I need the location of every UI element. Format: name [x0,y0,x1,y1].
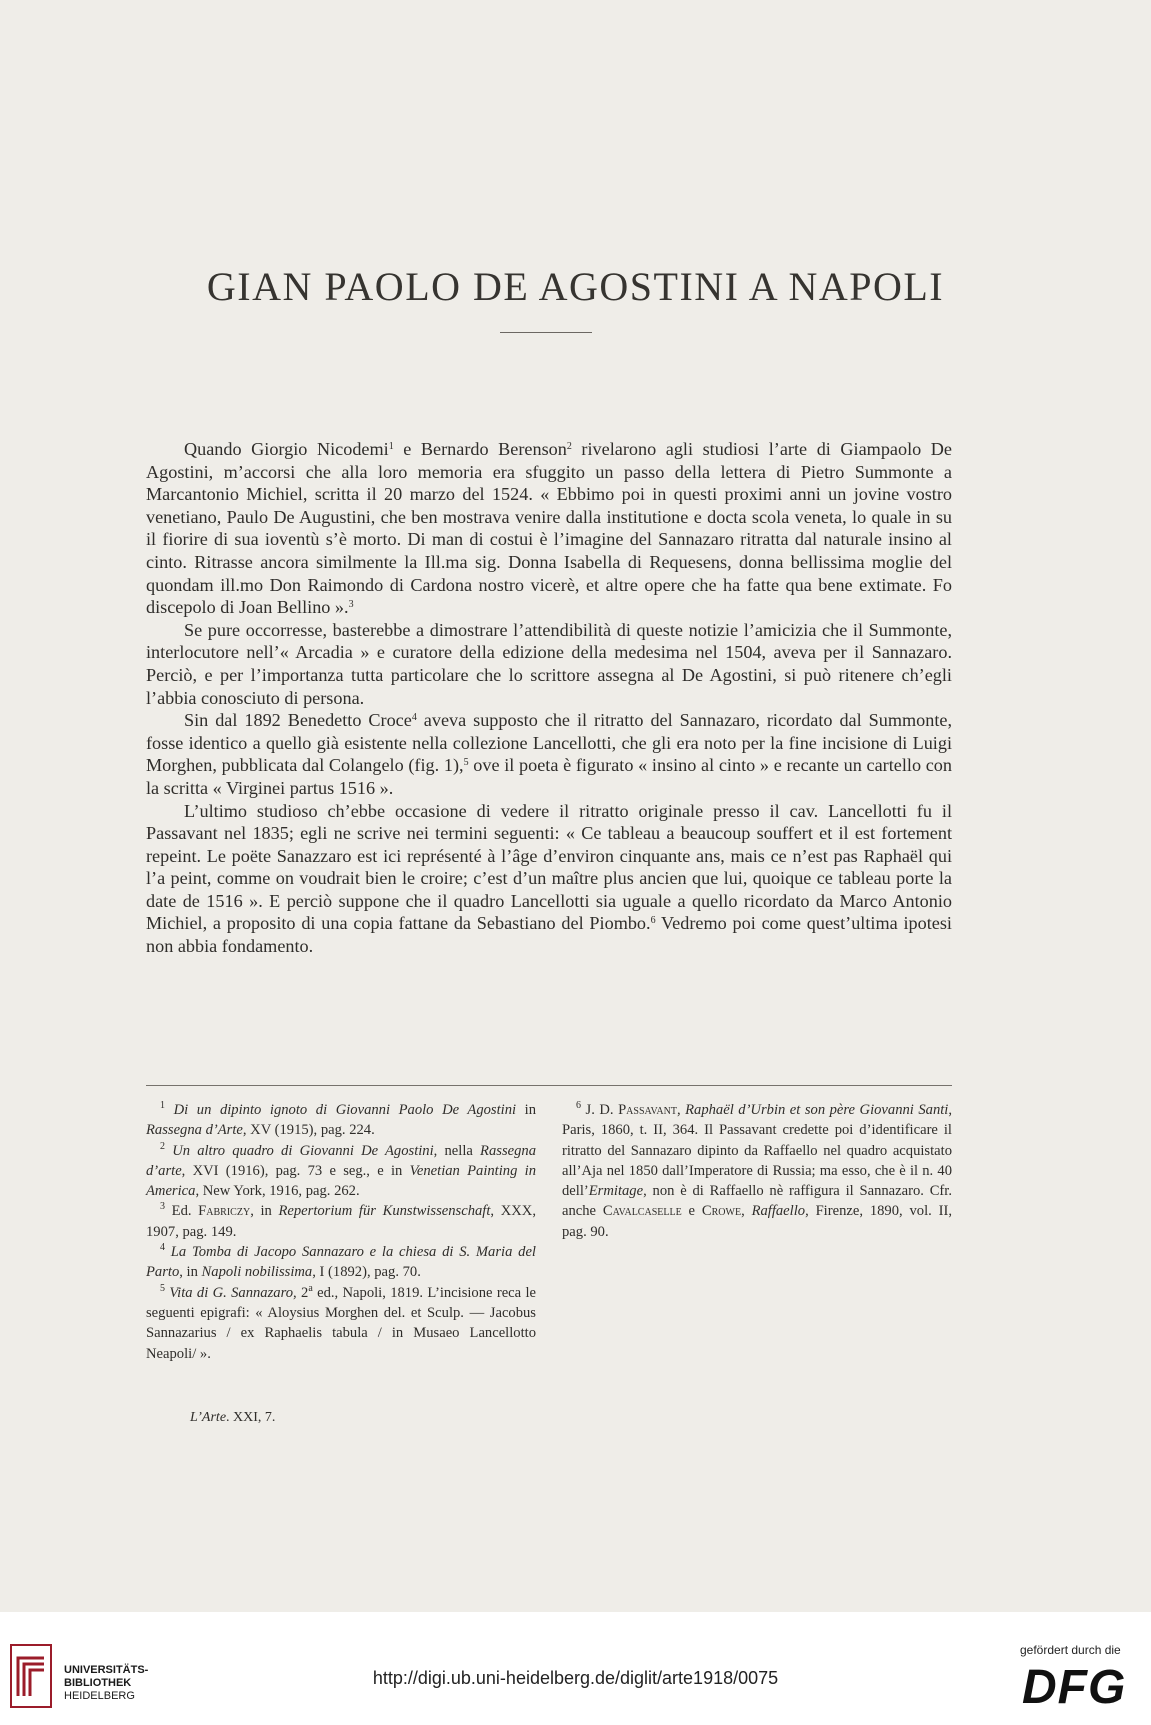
footnote-1: $^1$ Di un dipinto ignoto di Giovanni Paolo De Agostini in Rassegna d’Arte, XV (1915), pag. 224. [146,1100,537,1139]
permalink-url[interactable]: http://digi.ub.uni-heidelberg.de/diglit/arte1918/0075 [372,1668,779,1688]
footnote-2: $^2$ Un altro quadro di Giovanni De Agostini, nella Rassegna d’arte, XVI (1916), pag. 73 e seg., e in Venetian Painting in America, New York, 1916, pag. 262. [146,1140,536,1200]
viewer-footer [0,1612,1151,1725]
footnotes-column-right [562,1100,952,1364]
university-library-name: UNIVERSITÄTS- BIBLIOTHEK HEIDELBERG [64,1664,149,1702]
footnotes [146,1100,952,1364]
paragraph-4: L’ultimo studioso ch’ebbe occasione di vedere il ritratto originale presso il cav. Lancellotti fu il Passavant nel 1835; egli ne scrive nei termini seguenti: « Ce tableau a beaucoup souffert et il est fortement repeint. Le poëte Sanazzaro est ici représenté à l’âge d’environ cinquante ans, mais ce n’est pas Raphaël qui l’a peint, comme on voudrait bien le croire; c’est d’un maître plus ancien que lui, quoique ce tableau porte la date de 1516 ». E perciò suppone che il quadro Lancellotti sia uguale a quello ricordato da Marco Antonio Michiel, a proposito di una copia fattane da Sebastiano del Piombo.$^6$ Vedremo poi come quest’ultima ipotesi non abbia fondamento. [146,800,952,957]
article-body [146,438,952,958]
footnote-ref[interactable]: 1 [388,441,394,452]
footnotes-rule [146,1085,952,1086]
paragraph-2: Se pure occorresse, basterebbe a dimostrare l’attendibilità di queste notizie l’amicizia che il Summonte, interlocutore nell’« Arcadia » e curatore della edizione della medesima nel 1504, aveva per il Sannazaro. Perciò, e per l’importanza tutta particolare che lo scrittore assegna al De Agostini, si può ritenere ch’egli l’abbia conosciuto di persona. [146,619,952,708]
article-title: GIAN PAOLO DE AGOSTINI A NAPOLI [206,264,945,309]
footnote-ref[interactable]: 6 [650,915,656,927]
footnote-4: $^4$ La Tomba di Jacopo Sannazaro e la chiesa di S. Maria del Parto, in Napoli nobilissima, I (1892), pag. 70. [146,1242,536,1281]
footnote-ref[interactable]: 3 [348,599,354,611]
paragraph-3: Sin dal 1892 Benedetto Croce$^4$ aveva supposto che il ritratto del Sannazaro, ricordato dal Summonte, fosse identico a quello già esistente nella collezione Lancellotti, che gli era noto per la fine incisione di Luigi Morghen, pubblicata dal Colangelo (fig. 1),$^5$ ove il poeta è figurato « insino al cinto » e recante un cartello con la scritta « Virginei partus 1516 ». [146,710,952,798]
footnote-3: $^3$ Ed. Fabriczy, in Repertorium für Kunstwissenschaft, XXX, 1907, pag. 149. [146,1201,536,1240]
footnote-ref[interactable]: 4 [411,712,417,724]
footnote-6: $^6$ J. D. Passavant, Raphaël d’Urbin et son père Giovanni Santi, Paris, 1860, t. II, 364. Il Passavant credette poi d’identificare il ritratto del Sannazaro dipinto da Raffaello nel quadro acquistato all’Aja nel 1850 dall’Imperatore di Russia; ma esso, che è il n. 40 dell’Ermitage, non è di Raffaello nè raffigura il Sannazaro. Cfr. anche Cavalcaselle e Crowe, Raffaello, Firenze, 1890, vol. II, pag. 90. [562,1100,953,1240]
journal-signature: L’Arte. XXI, 7. [190,1410,276,1425]
footnote-5: $^5$ Vita di G. Sannazaro, 2$^a$ ed., Napoli, 1819. L’incisione reca le seguenti epigrafi: « Aloysius Morghen del. et Sculp. — Jacobus Sannazarius / ex Raphaelis tabula / in Musaeo Lancellotto Neapoli/ ». [146,1282,536,1362]
dfg-logo: DFG [1022,1661,1127,1714]
footnote-ref[interactable]: 5 [463,757,469,769]
title-rule [500,332,592,333]
paragraph-1: Quando Giorgio Nicodemi$^1$ e Bernardo Berenson$^2$ rivelarono agli studiosi l’arte di Giampaolo De Agostini, m’accorsi che alla loro memoria era sfuggito un passo della lettera di Pietro Summonte a Marcantonio Michiel, scritta il 20 marzo del 1524. « Ebbimo poi in questi proximi anni un jovine vostro venetiano, Paulo De Augustini, che ben mostrava venire dalla institutione e docta scola veneta, lo quale in su il fiorire di sua ioventù s’è morto. Di man di costui è l’imagine del Sannazaro ritratta dal naturale insino al cinto. Ritrasse ancora similmente la Ill.ma sig. Donna Isabella di Requesens, donna bellissima moglie del quondam ill.mo Don Raimondo di Cardona nostro vicerè, et altre opere che ha fatte qua bene extimate. Fo discepolo di Joan Bellino ».$^3$ [146,439,953,618]
funding-caption: gefördert durch die [1020,1643,1121,1657]
footnote-ref[interactable]: 2 [566,441,572,452]
footnotes-column-left [146,1100,536,1364]
